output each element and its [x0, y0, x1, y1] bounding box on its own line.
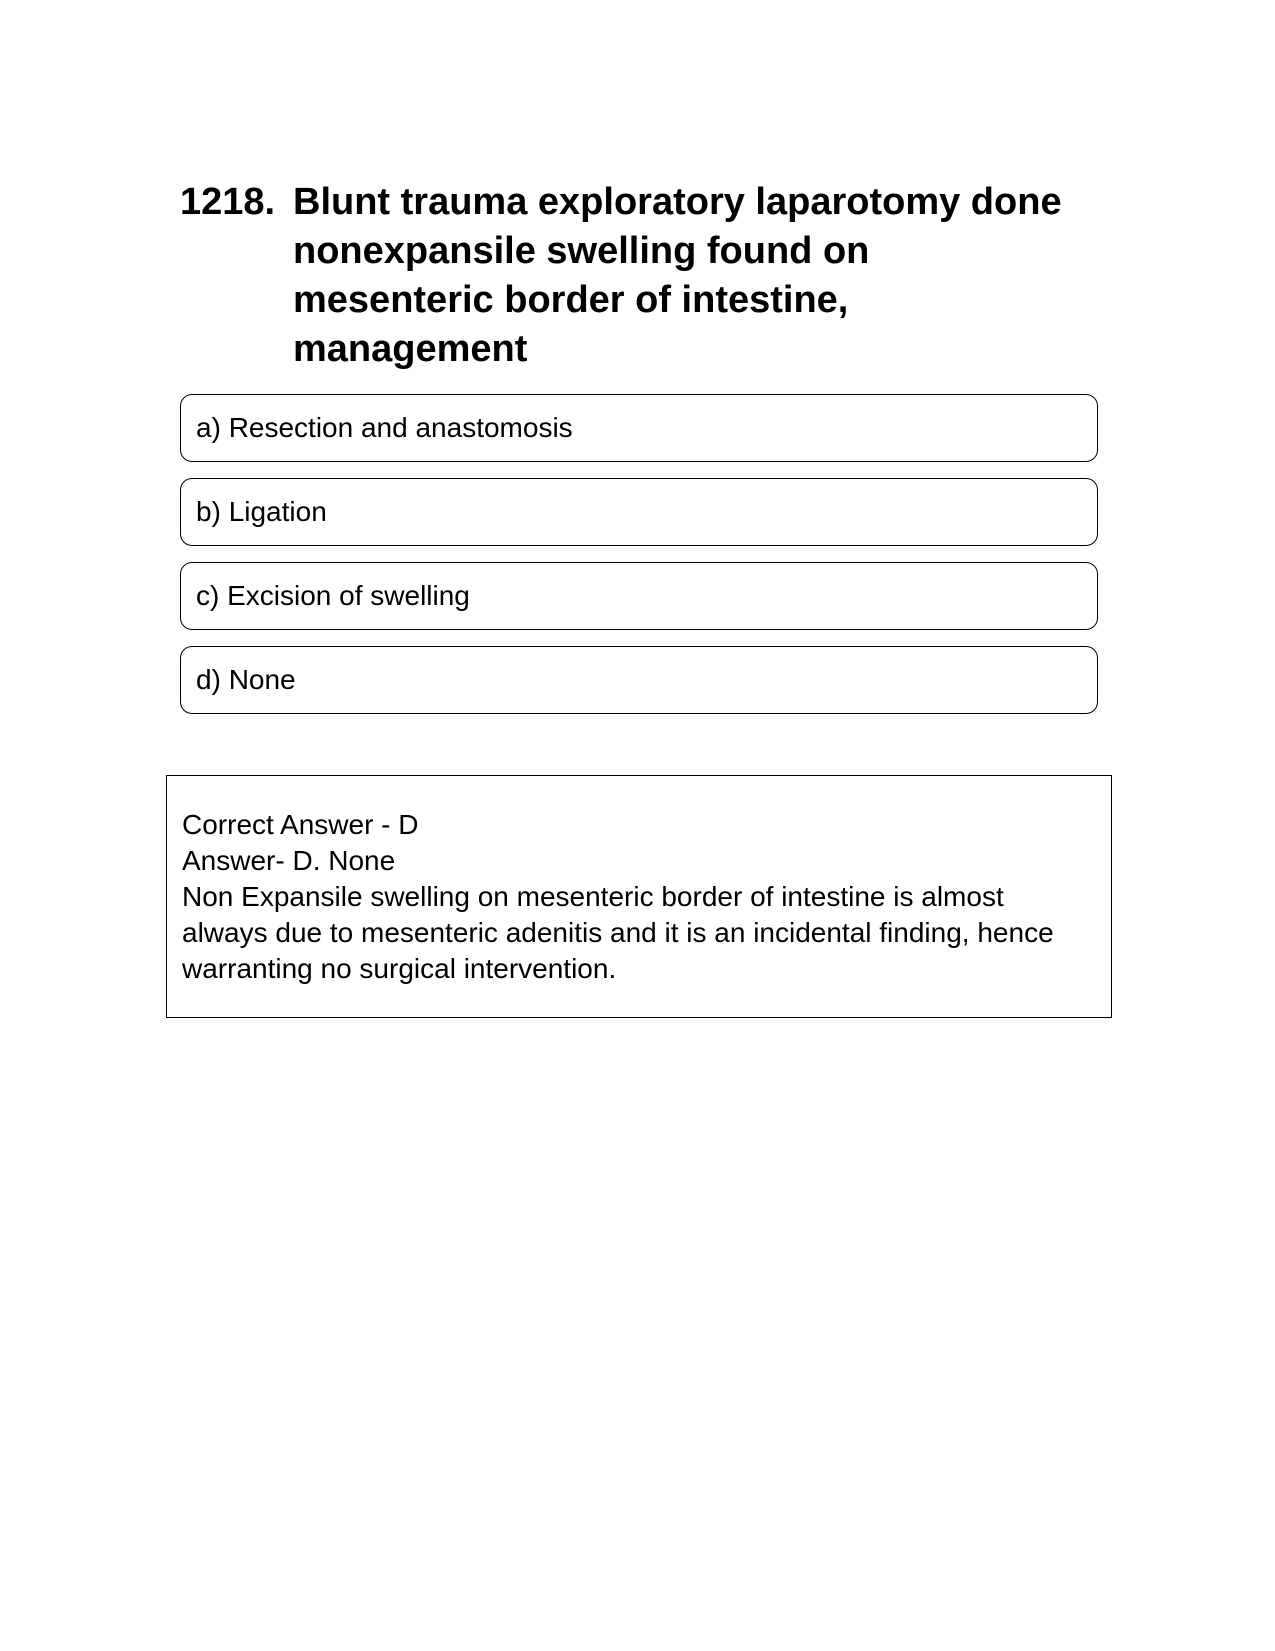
- question-number: 1218.: [180, 181, 276, 223]
- options-list: [180, 394, 1098, 730]
- option-a[interactable]: [180, 394, 1098, 462]
- option-d[interactable]: [180, 646, 1098, 714]
- correct-answer-label: Correct Answer - D: [182, 809, 419, 840]
- explanation-text: Non Expansile swelling on mesenteric border of intestine is almost always due to mesenteric adenitis and it is an incidental finding, hence warranting no surgical intervention.: [182, 881, 1054, 984]
- option-b[interactable]: [180, 478, 1098, 546]
- question-text: Blunt trauma exploratory laparotomy done nonexpansile swelling found on mesenteric border of intestine, management: [293, 181, 1062, 370]
- option-d-text: None: [228, 664, 296, 695]
- option-b-text: Ligation: [228, 496, 327, 527]
- option-c-letter: c ): [196, 580, 227, 612]
- answer-line: Answer- D. None: [182, 845, 396, 876]
- option-c-text: Excision of swelling: [227, 580, 470, 611]
- question-heading: [180, 178, 1080, 374]
- option-b-letter: b ): [196, 496, 229, 528]
- option-a-letter: a ): [196, 412, 229, 444]
- option-a-text: Resection and anastomosis: [228, 412, 573, 443]
- answer-explanation-box: [166, 775, 1112, 1018]
- option-d-letter: d ): [196, 664, 229, 696]
- option-c[interactable]: [180, 562, 1098, 630]
